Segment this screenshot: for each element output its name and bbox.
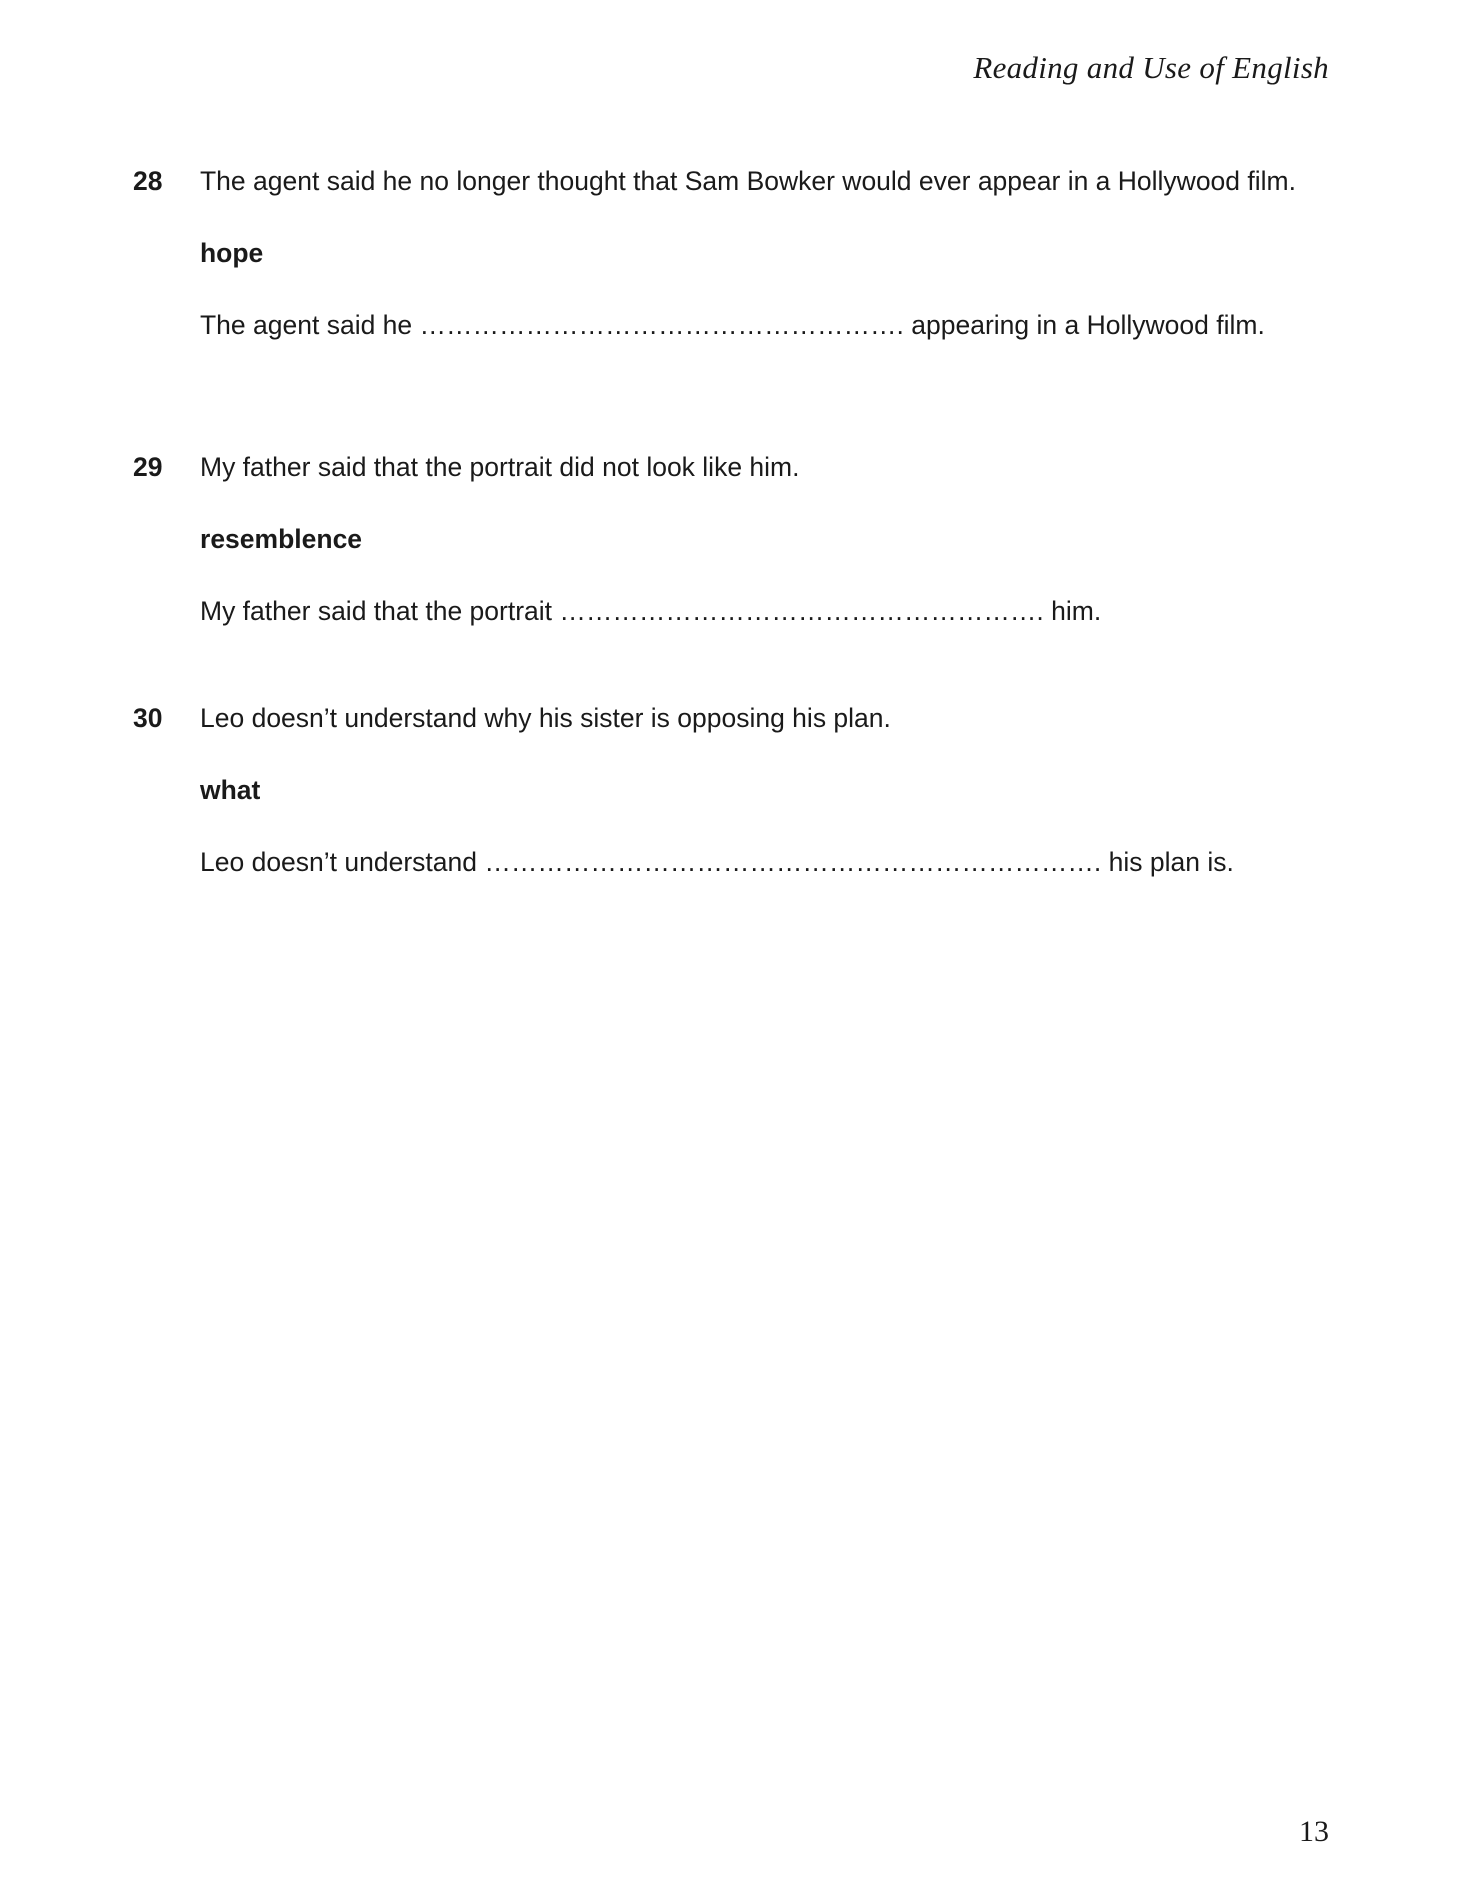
question-answer-line (200, 307, 1310, 343)
question-answer-line (200, 593, 1310, 629)
question-sentence: Leo doesn’t understand why his sister is opposing his plan. (200, 703, 891, 733)
answer-gap[interactable]: ………………………………………………. (559, 596, 1044, 626)
question-sentence: The agent said he no longer thought that Sam Bowker would ever appear in a Hollywood film. (200, 166, 1296, 196)
question-number: 29 (133, 452, 163, 482)
question-number: 30 (133, 703, 163, 733)
question-sentence: My father said that the portrait did not look like him. (200, 452, 800, 482)
answer-gap[interactable]: ……………………………………………………………. (484, 847, 1102, 877)
question-number: 28 (133, 166, 163, 196)
answer-start: Leo doesn’t understand (200, 847, 477, 877)
answer-end: him. (1051, 596, 1102, 626)
question-30 (133, 700, 1333, 880)
page-number: 13 (1299, 1815, 1329, 1848)
answer-start: The agent said he (200, 310, 413, 340)
page-header-title: Reading and Use of English (973, 50, 1329, 85)
question-keyword: resemblence (200, 524, 363, 554)
question-keyword: hope (200, 238, 264, 268)
question-answer-line (200, 844, 1310, 880)
question-28 (133, 163, 1333, 343)
answer-gap[interactable]: ………………………………………………. (419, 310, 904, 340)
answer-end: his plan is. (1108, 847, 1234, 877)
question-keyword: what (200, 775, 261, 805)
answer-end: appearing in a Hollywood film. (911, 310, 1265, 340)
answer-start: My father said that the portrait (200, 596, 553, 626)
question-29 (133, 449, 1333, 629)
